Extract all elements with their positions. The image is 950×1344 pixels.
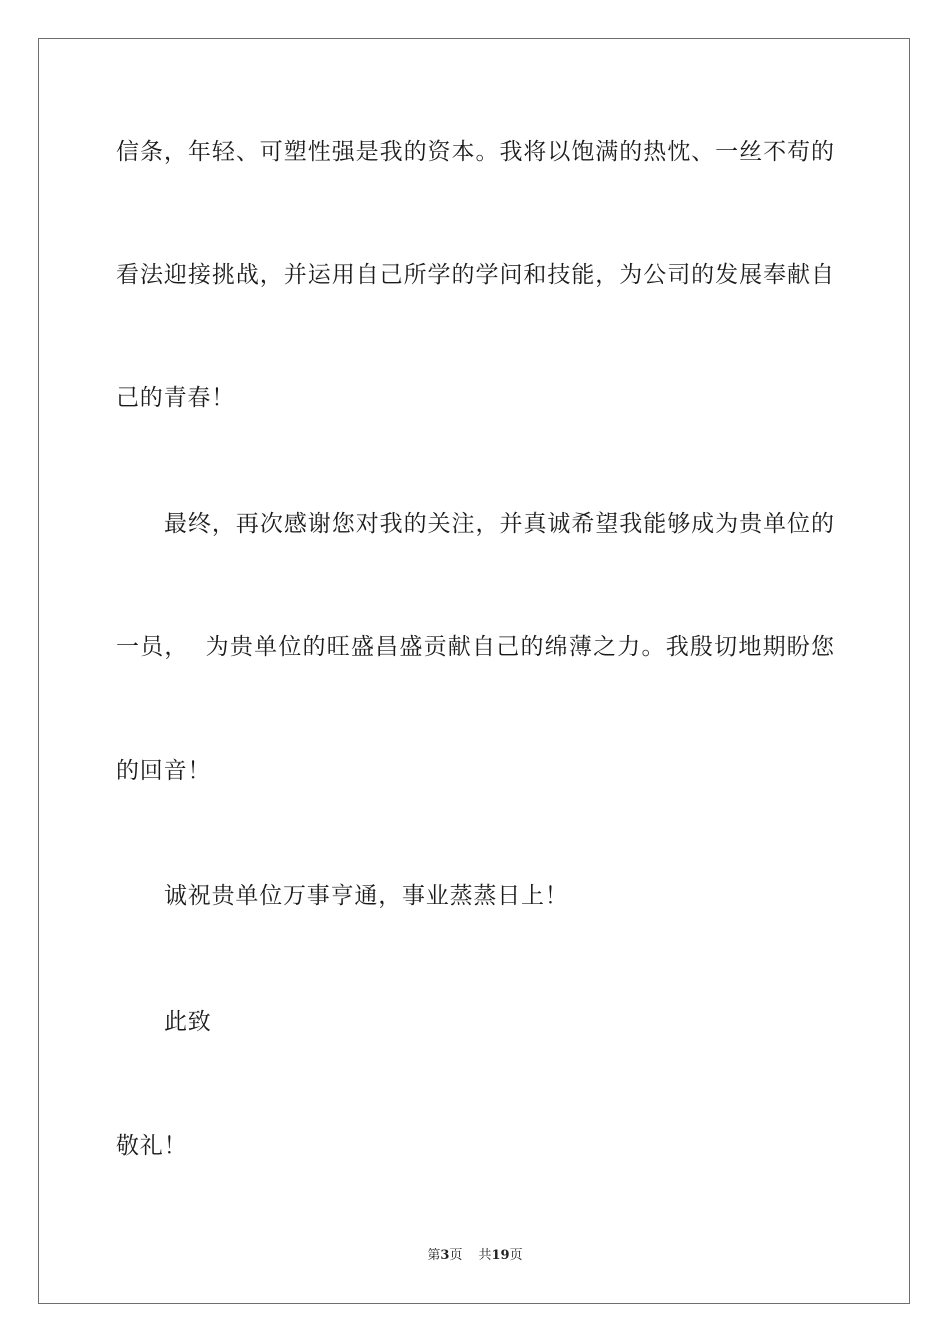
body-line-1: 信条，年轻、可塑性强是我的资本。我将以饱满的热忱、一丝不苟的 [116,139,834,165]
page-border [38,38,910,1304]
closing-wish: 诚祝贵单位万事亨通，事业蒸蒸日上！ [164,883,569,909]
body-line-6: 的回音！ [116,758,212,784]
footer-total-prefix: 共 [478,1248,492,1263]
body-line-2: 看法迎接挑战，并运用自己所学的学问和技能，为公司的发展奉献自 [116,262,834,288]
body-line-5: 一员， 为贵单位的旺盛昌盛贡献自己的绵薄之力。我殷切地期盼您 [116,634,834,660]
footer-total-suffix: 页 [509,1248,523,1263]
body-line-3: 己的青春！ [116,385,235,411]
footer-page-prefix: 第 [427,1248,441,1263]
closing-jingli: 敬礼！ [116,1133,188,1159]
closing-cizhi: 此致 [164,1009,212,1035]
footer-page-number: 3 [440,1248,450,1263]
body-line-4: 最终，再次感谢您对我的关注，并真诚希望我能够成为贵单位的 [164,511,834,537]
footer-page-suffix: 页 [449,1248,463,1263]
page-footer [0,1247,950,1265]
footer-total-pages: 19 [491,1248,510,1263]
